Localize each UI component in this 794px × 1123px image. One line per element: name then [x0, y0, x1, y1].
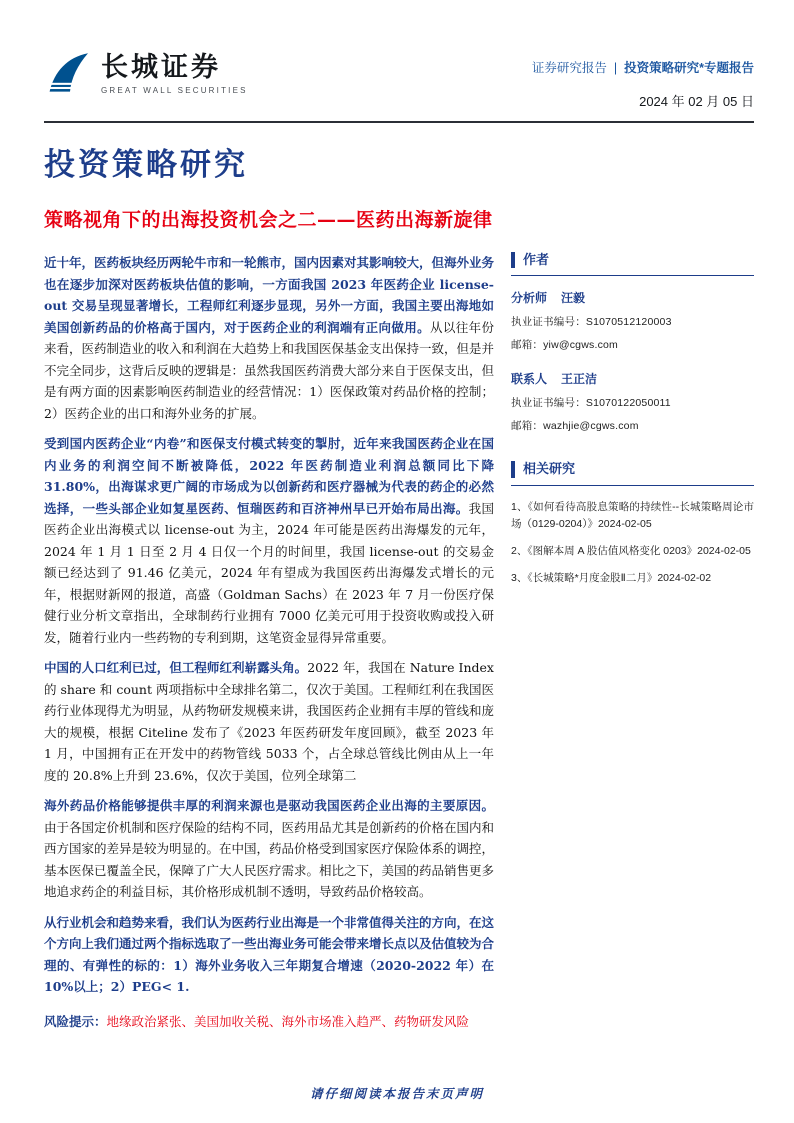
related-research-title: 相关研究	[511, 461, 754, 477]
sail-logo-icon	[44, 50, 92, 98]
contact-row	[511, 370, 754, 387]
paragraph-text: 由于各国定价机制和医疗保险的结构不同，医药用品尤其是创新药的价格在国内和西方国家的差异是较为明显的。在中国，药品价格受到国家医疗保险体系的调控，基本医保已覆盖全民，保障了广大人民医疗需求。相比之下，美国的药品销售更多地追求药企的利益目标，其价格形成机制不透明，导致药品价格较高。	[44, 819, 495, 899]
paragraph-text: 2022 年，我国在 Nature Index 的 share 和 count 两项指标中全球排名第二，仅次于美国。工程师红利在我国医药行业体现得尤为明显，从药物研发规模来讲，我国医药企业拥有丰厚的管线和庞大的规模，根据 Citeline 发布了《2023 年医药研发年度回顾》，截至 2023 年 1 月，中国拥有正在开发中的药物管线 5033 个，占全球总管线比例由从上一年度的 20.8%上升到 23.6%，仅次于美国，位列全球第二	[44, 660, 495, 783]
report-type-category: 证券研究报告	[531, 61, 607, 75]
contact-role-label: 联系人	[511, 372, 548, 387]
body-column	[44, 252, 494, 1032]
body-columns	[44, 252, 754, 1032]
spacer	[511, 360, 754, 370]
related-research-divider	[511, 485, 754, 486]
author-section-divider	[511, 275, 754, 276]
paragraph-lead: 从行业机会和趋势来看，我们认为医药行业出海是一个非常值得关注的方向，在这个方向上我们通过两个指标选取了一些出海业务可能会带来增长点以及估值较为合理的、有弹性的标的：1）海外业务收入三年期复合增速（2020-2022 年）在 10%以上；2）PEG< 1.	[44, 914, 495, 994]
body-paragraph	[44, 252, 494, 424]
analyst-name: 汪毅	[561, 291, 586, 306]
related-research-item: 2、《图解本周 A 股估值风格变化 0203》2024-02-05	[511, 545, 751, 558]
risk-text: 地缘政治紧张、美国加收关税、海外市场准入趋严、药物研发风险	[106, 1013, 470, 1029]
report-type-separator: |	[613, 61, 618, 75]
analyst-role-label: 分析师	[511, 291, 548, 306]
header-meta	[532, 50, 754, 110]
sidebar	[511, 252, 754, 1032]
body-paragraph	[44, 657, 494, 786]
analyst-cert-number: 执业证书编号：S1070512120003	[511, 316, 672, 329]
report-title: 策略视角下的出海投资机会之二——医药出海新旋律	[44, 209, 493, 231]
brand-text	[101, 53, 248, 95]
related-research-item: 3、《长城策略*月度金股Ⅱ二月》2024-02-02	[511, 572, 712, 585]
paragraph-lead: 中国的人口红利已过，但工程师红利崭露头角。	[44, 660, 308, 675]
contact-email: 邮箱：wazhjie@cgws.com	[511, 420, 639, 433]
analyst-email: 邮箱：yiw@cgws.com	[511, 339, 619, 352]
contact-name: 王正洁	[561, 372, 598, 387]
brand-subtitle: GREAT WALL SECURITIES	[101, 85, 248, 95]
footer-disclaimer: 请仔细阅读本报告末页声明	[309, 1086, 484, 1101]
body-paragraph	[44, 912, 494, 998]
report-date: 2024 年 02 月 05 日	[639, 94, 754, 109]
category-title: 投资策略研究	[44, 147, 248, 183]
author-section-title: 作者	[511, 252, 754, 268]
body-paragraph	[44, 433, 494, 648]
paragraph-text: 我国医药企业出海模式以 license-out 为主，2024 年可能是医药出海爆发的元年，2024 年 1 月 1 日至 2 月 4 日仅一个月的时间里，我国 license-out 的交易金额已经达到了 91.46 亿美元，2024 年有望成为我国医药出海爆发式增长的元年，根据财新网的报道，高盛（Goldman Sachs）在 2023 年 7 月一份医疗保健行业分析文章指出，全球制药行业拥有 7000 亿美元可用于投资收购或投入研发，随着行业内一些药物的专利到期，这笔资金显得异常重要。	[44, 500, 494, 645]
paragraph-lead: 海外药品价格能够提供丰厚的利润来源也是驱动我国医药企业出海的主要原因。	[44, 798, 494, 813]
report-type	[532, 58, 754, 76]
brand	[44, 50, 248, 98]
contact-cert-number: 执业证书编号：S1070122050011	[511, 397, 671, 410]
paragraph-text: 从以往年份来看，医药制造业的收入和利润在大趋势上和我国医保基金支出保持一致，但是并不完全同步，这背后反映的逻辑是：虽然我国医药消费大部分来自于医保支出，但是有两方面的因素影响医药制造业的经营情况：1）医保政策对药品价格的控制；2）医药企业的出口和海外业务的扩展。	[44, 319, 495, 421]
analyst-row	[511, 289, 754, 306]
risk-label: 风险提示：	[44, 1013, 107, 1029]
report-type-series: 投资策略研究*专题报告	[624, 61, 754, 75]
body-paragraph	[44, 795, 494, 903]
paragraph-lead: 近十年，医药板块经历两轮牛市和一轮熊市，国内因素对其影响较大，但海外业务也在逐步加深对医药板块估值的影响，一方面我国 2023 年医药企业 license-out 交易呈现显著增长，工程师红利逐步显现，另外一方面，我国主要出海地如美国创新药品的价格高于国内，对于医药企业的利润端有正向做用。	[44, 255, 495, 335]
report-header	[44, 50, 754, 110]
related-research-item: 1、《如何看待高股息策略的持续性--长城策略周论市场（0129-0204）》2024-02-05	[511, 500, 754, 531]
author-section	[511, 252, 754, 433]
risk-note	[44, 1011, 494, 1033]
header-divider	[44, 121, 754, 123]
page-footer	[0, 1084, 794, 1103]
brand-name: 长城证券	[101, 52, 221, 84]
paragraph-lead: 受到国内医药企业“内卷”和医保支付模式转变的掣肘，近年来我国医药企业在国内业务的利润空间不断被降低，2022 年医药制造业利润总额同比下降 31.80%，出海谋求更广阔的市场成为以创新药和医疗器械为代表的药企的必然选择，一些头部企业如复星医药、恒瑞医药和百济神州早已开始布局出海。	[44, 436, 494, 516]
related-research-section	[511, 461, 754, 588]
